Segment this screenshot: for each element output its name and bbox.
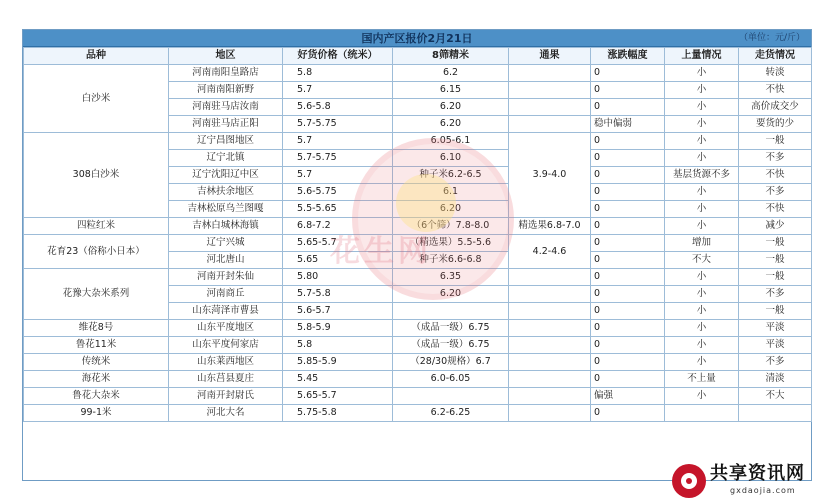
cell-volume: 不上量 <box>665 371 739 388</box>
cell-tongguo <box>509 371 591 388</box>
col-header-volume: 上量情况 <box>665 48 739 65</box>
col-header-sales: 走货情况 <box>739 48 812 65</box>
table-row <box>24 235 812 252</box>
cell-spot-price: 5.8-5.9 <box>283 320 393 337</box>
cell-region: 河南驻马店汝南 <box>169 99 283 116</box>
cell-spot-price: 5.7 <box>283 167 393 184</box>
col-header-region: 地区 <box>169 48 283 65</box>
table-row <box>24 405 812 422</box>
cell-change: 0 <box>591 405 665 422</box>
cell-8-sieve: 种子米6.6-6.8 <box>393 252 509 269</box>
cell-spot-price: 5.8 <box>283 65 393 82</box>
cell-spot-price: 5.80 <box>283 269 393 286</box>
cell-region: 河北唐山 <box>169 252 283 269</box>
cell-variety: 四粒红米 <box>24 218 169 235</box>
table-row <box>24 371 812 388</box>
cell-change: 0 <box>591 269 665 286</box>
cell-volume: 小 <box>665 388 739 405</box>
cell-sales: 清淡 <box>739 371 812 388</box>
cell-8-sieve: 6.20 <box>393 116 509 133</box>
cell-8-sieve: （28/30规格）6.7 <box>393 354 509 371</box>
cell-variety: 花豫大杂米系列 <box>24 269 169 320</box>
col-header-variety: 品种 <box>24 48 169 65</box>
cell-region: 辽宁沈阳辽中区 <box>169 167 283 184</box>
cell-sales: 转淡 <box>739 65 812 82</box>
cell-sales: 不大 <box>739 388 812 405</box>
cell-sales: 不快 <box>739 167 812 184</box>
cell-region: 山东莱西地区 <box>169 354 283 371</box>
cell-volume: 小 <box>665 201 739 218</box>
price-table <box>23 47 812 422</box>
cell-change: 0 <box>591 65 665 82</box>
cell-volume: 小 <box>665 65 739 82</box>
cell-tongguo <box>509 269 591 286</box>
cell-sales: 不快 <box>739 82 812 99</box>
col-header-spot-price: 好货价格（统米） <box>283 48 393 65</box>
cell-region: 河南南阳新野 <box>169 82 283 99</box>
cell-spot-price: 5.45 <box>283 371 393 388</box>
cell-variety: 白沙米 <box>24 65 169 133</box>
cell-change: 0 <box>591 133 665 150</box>
cell-tongguo: 3.9-4.0 <box>509 133 591 218</box>
cell-region: 吉林扶余地区 <box>169 184 283 201</box>
cell-sales: 不多 <box>739 150 812 167</box>
cell-volume: 小 <box>665 133 739 150</box>
title-bar <box>23 30 811 47</box>
table-row <box>24 320 812 337</box>
cell-variety: 鲁花11米 <box>24 337 169 354</box>
cell-variety: 传统米 <box>24 354 169 371</box>
cell-change: 偏强 <box>591 388 665 405</box>
cell-tongguo <box>509 99 591 116</box>
cell-spot-price: 5.65-5.7 <box>283 388 393 405</box>
cell-volume: 小 <box>665 116 739 133</box>
cell-change: 稳中偏弱 <box>591 116 665 133</box>
cell-variety: 308白沙米 <box>24 133 169 218</box>
site-logo <box>672 460 832 500</box>
cell-8-sieve: 6.20 <box>393 201 509 218</box>
table-row <box>24 337 812 354</box>
cell-region: 辽宁兴城 <box>169 235 283 252</box>
cell-tongguo: 4.2-4.6 <box>509 235 591 269</box>
table-row <box>24 269 812 286</box>
cell-change: 0 <box>591 201 665 218</box>
cell-tongguo: 精选果6.8-7.0 <box>509 218 591 235</box>
cell-sales: 一般 <box>739 133 812 150</box>
cell-8-sieve: 6.05-6.1 <box>393 133 509 150</box>
cell-spot-price: 5.6-5.8 <box>283 99 393 116</box>
cell-change: 0 <box>591 150 665 167</box>
cell-volume <box>665 405 739 422</box>
cell-8-sieve: 6.2-6.25 <box>393 405 509 422</box>
cell-change: 0 <box>591 303 665 320</box>
logo-name: 共享资讯网 <box>710 463 805 484</box>
cell-region: 河南开封朱仙 <box>169 269 283 286</box>
cell-volume: 小 <box>665 218 739 235</box>
cell-change: 0 <box>591 252 665 269</box>
table-title: 国内产区报价2月21日 <box>361 32 473 45</box>
cell-spot-price: 5.65-5.7 <box>283 235 393 252</box>
cell-tongguo <box>509 286 591 303</box>
cell-volume: 小 <box>665 303 739 320</box>
cell-spot-price: 5.5-5.65 <box>283 201 393 218</box>
cell-8-sieve: 种子米6.2-6.5 <box>393 167 509 184</box>
table-row <box>24 133 812 150</box>
cell-sales: 一般 <box>739 252 812 269</box>
cell-region: 吉林松原乌兰图嘎 <box>169 201 283 218</box>
logo-domain: gxdaojia.com <box>730 486 796 495</box>
cell-8-sieve: 6.2 <box>393 65 509 82</box>
cell-region: 河南驻马店正阳 <box>169 116 283 133</box>
cell-tongguo <box>509 354 591 371</box>
cell-change: 0 <box>591 371 665 388</box>
cell-volume: 增加 <box>665 235 739 252</box>
cell-8-sieve: （成品一级）6.75 <box>393 320 509 337</box>
cell-spot-price: 5.7 <box>283 82 393 99</box>
price-table-frame <box>22 29 812 481</box>
cell-sales: 一般 <box>739 269 812 286</box>
cell-volume: 基层货源不多 <box>665 167 739 184</box>
cell-sales: 平淡 <box>739 320 812 337</box>
cell-region: 河北大名 <box>169 405 283 422</box>
cell-variety: 维花8号 <box>24 320 169 337</box>
cell-change: 0 <box>591 99 665 116</box>
cell-spot-price: 5.6-5.75 <box>283 184 393 201</box>
cell-region: 河南开封尉氏 <box>169 388 283 405</box>
cell-change: 0 <box>591 218 665 235</box>
cell-8-sieve: （6个筛）7.8-8.0 <box>393 218 509 235</box>
cell-volume: 小 <box>665 320 739 337</box>
cell-region: 吉林白城林海镇 <box>169 218 283 235</box>
cell-spot-price: 5.7-5.8 <box>283 286 393 303</box>
cell-spot-price: 5.6-5.7 <box>283 303 393 320</box>
watermark-text: 花生网 <box>330 234 432 269</box>
cell-volume: 小 <box>665 99 739 116</box>
cell-tongguo <box>509 337 591 354</box>
cell-change: 0 <box>591 286 665 303</box>
cell-spot-price: 5.7 <box>283 133 393 150</box>
cell-tongguo <box>509 82 591 99</box>
col-header-tongguo: 通果 <box>509 48 591 65</box>
cell-spot-price: 5.65 <box>283 252 393 269</box>
cell-region: 山东平度地区 <box>169 320 283 337</box>
cell-region: 河南南阳皇路店 <box>169 65 283 82</box>
cell-variety: 花育23（俗称小日本） <box>24 235 169 269</box>
cell-8-sieve <box>393 388 509 405</box>
cell-sales: 一般 <box>739 235 812 252</box>
cell-variety: 海花米 <box>24 371 169 388</box>
cell-tongguo <box>509 116 591 133</box>
cell-spot-price: 5.7-5.75 <box>283 116 393 133</box>
cell-sales: 减少 <box>739 218 812 235</box>
cell-region: 河南商丘 <box>169 286 283 303</box>
cell-8-sieve: 6.10 <box>393 150 509 167</box>
cell-volume: 小 <box>665 337 739 354</box>
cell-volume: 小 <box>665 82 739 99</box>
cell-8-sieve: 6.1 <box>393 184 509 201</box>
cell-sales: 不多 <box>739 354 812 371</box>
col-header-change: 涨跌幅度 <box>591 48 665 65</box>
cell-8-sieve: 6.35 <box>393 269 509 286</box>
cell-tongguo <box>509 303 591 320</box>
cell-volume: 不大 <box>665 252 739 269</box>
cell-volume: 小 <box>665 354 739 371</box>
cell-8-sieve: 6.15 <box>393 82 509 99</box>
cell-change: 0 <box>591 320 665 337</box>
cell-sales: 高价成交少 <box>739 99 812 116</box>
cell-8-sieve: 6.20 <box>393 99 509 116</box>
cell-change: 0 <box>591 337 665 354</box>
cell-region: 辽宁昌图地区 <box>169 133 283 150</box>
cell-spot-price: 5.7-5.75 <box>283 150 393 167</box>
cell-8-sieve: （精选果）5.5-5.6 <box>393 235 509 252</box>
cell-sales: 一般 <box>739 303 812 320</box>
cell-change: 0 <box>591 235 665 252</box>
cell-sales <box>739 405 812 422</box>
cell-spot-price: 5.85-5.9 <box>283 354 393 371</box>
cell-tongguo <box>509 320 591 337</box>
cell-region: 辽宁北镇 <box>169 150 283 167</box>
logo-icon <box>672 464 706 498</box>
cell-region: 山东平度何家店 <box>169 337 283 354</box>
col-header-8-sieve: 8筛精米 <box>393 48 509 65</box>
cell-tongguo <box>509 405 591 422</box>
cell-volume: 小 <box>665 286 739 303</box>
cell-region: 山东莒县夏庄 <box>169 371 283 388</box>
cell-spot-price: 5.8 <box>283 337 393 354</box>
cell-volume: 小 <box>665 184 739 201</box>
cell-region: 山东菏泽市曹县 <box>169 303 283 320</box>
cell-variety: 鲁花大杂米 <box>24 388 169 405</box>
cell-tongguo <box>509 388 591 405</box>
table-row <box>24 65 812 82</box>
cell-variety: 99-1米 <box>24 405 169 422</box>
table-row <box>24 218 812 235</box>
cell-8-sieve <box>393 303 509 320</box>
cell-sales: 不快 <box>739 201 812 218</box>
cell-8-sieve: （成品一级）6.75 <box>393 337 509 354</box>
header-row <box>24 48 812 65</box>
cell-sales: 平淡 <box>739 337 812 354</box>
table-row <box>24 388 812 405</box>
table-body <box>24 65 812 422</box>
cell-sales: 不多 <box>739 286 812 303</box>
cell-sales: 不多 <box>739 184 812 201</box>
cell-change: 0 <box>591 184 665 201</box>
cell-change: 0 <box>591 82 665 99</box>
table-row <box>24 354 812 371</box>
cell-change: 0 <box>591 167 665 184</box>
cell-spot-price: 6.8-7.2 <box>283 218 393 235</box>
cell-8-sieve: 6.0-6.05 <box>393 371 509 388</box>
cell-volume: 小 <box>665 150 739 167</box>
cell-8-sieve: 6.20 <box>393 286 509 303</box>
cell-volume: 小 <box>665 269 739 286</box>
cell-sales: 要货的少 <box>739 116 812 133</box>
cell-spot-price: 5.75-5.8 <box>283 405 393 422</box>
unit-label: （单位：元/斤） <box>738 33 805 43</box>
cell-change: 0 <box>591 354 665 371</box>
cell-tongguo <box>509 65 591 82</box>
